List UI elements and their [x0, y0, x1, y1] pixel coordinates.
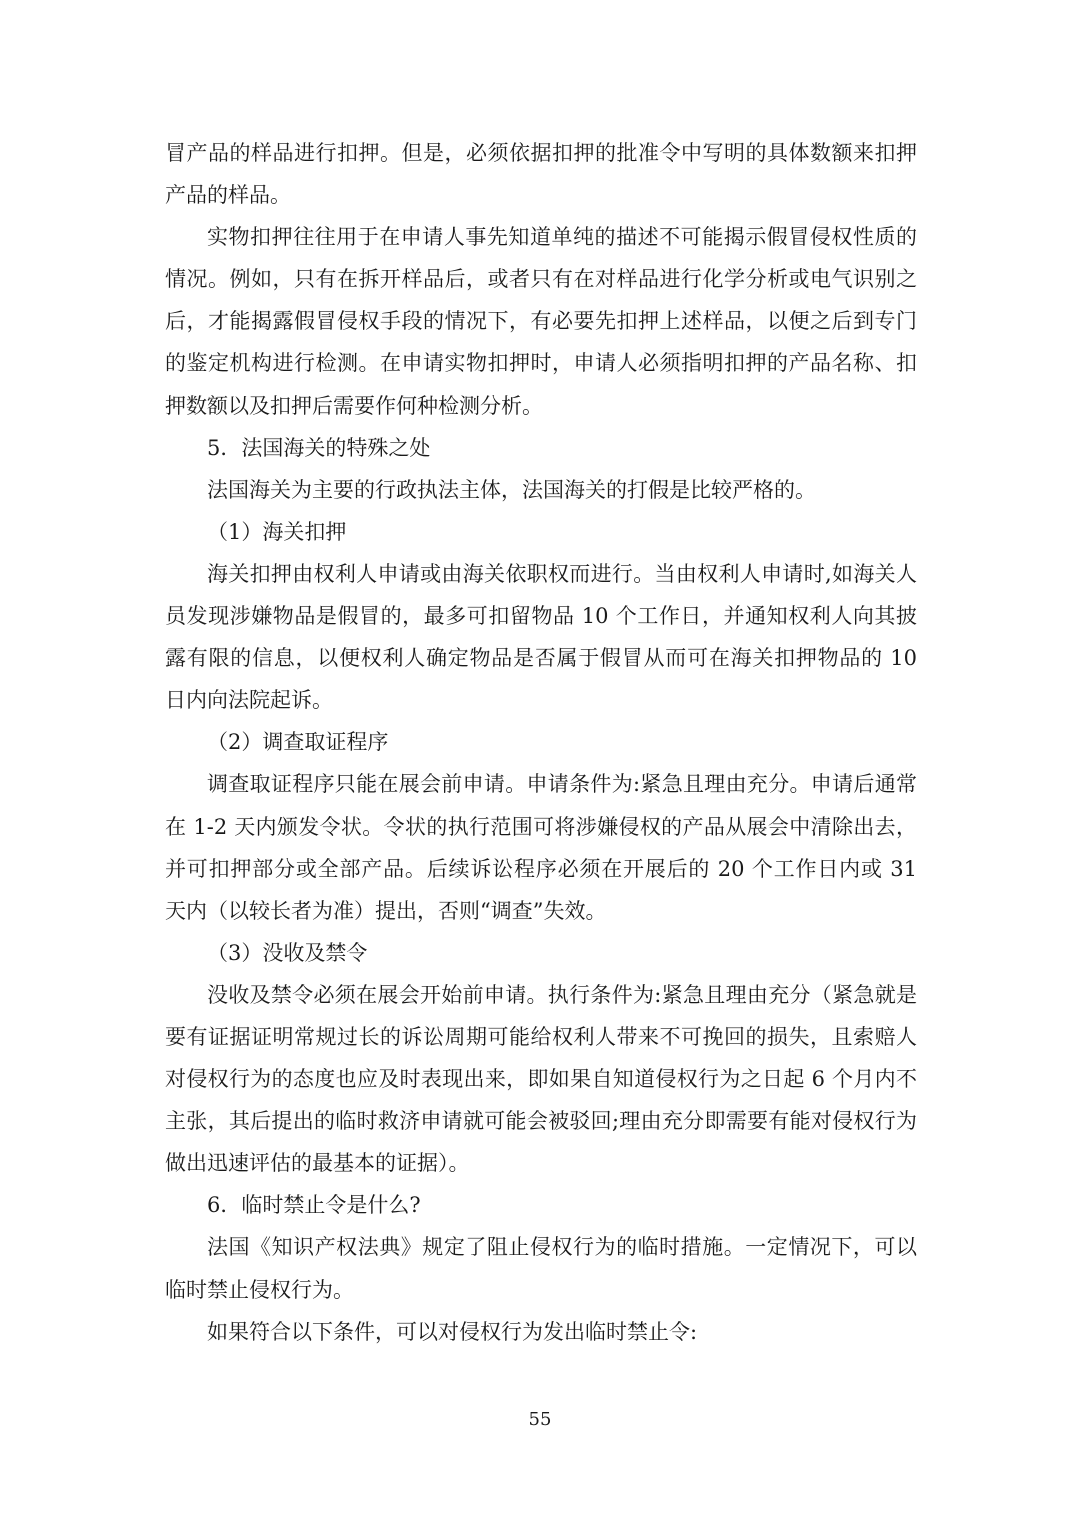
subheading-confiscation-injunction: （3）没收及禁令 — [207, 940, 368, 965]
paragraph-confiscation-injunction: 没收及禁令必须在展会开始前申请。执行条件为:紧急且理由充分（紧急就是要有证据证明常规过长的诉讼周期可能给权利人带来不可挽回的损失，且索赔人对侵权行为的态度也应及时表现出来，即如果自知道侵权行为之日起 6 个月内不主张，其后提出的临时救济申请就可能会被驳回;理由充分即需要有能对侵权行为做出迅速评估的最基本的证据）。 — [165, 982, 917, 1176]
paragraph-ip-code: 法国《知识产权法典》规定了阻止侵权行为的临时措施。一定情况下，可以临时禁止侵权行为。 — [165, 1235, 917, 1302]
paragraph-evidence-procedure: 调查取证程序只能在展会前申请。申请条件为:紧急且理由充分。申请后通常在 1-2 天内颁发令状。令状的执行范围可将涉嫌侵权的产品从展会中清除出去，并可扣押部分或全部产品。后续诉讼程序必须在开展后的 20 个工作日内或 31 天内（以较长者为准）提出，否则“调查”失效。 — [165, 772, 917, 923]
paragraph-conditions-intro: 如果符合以下条件，可以对侵权行为发出临时禁止令: — [207, 1319, 698, 1344]
page-number: 55 — [528, 1409, 552, 1430]
section-heading-temporary-injunction: 6．临时禁止令是什么? — [207, 1193, 421, 1218]
paragraph-customs-seizure: 海关扣押由权利人申请或由海关依职权而进行。当由权利人申请时,如海关人员发现涉嫌物品是假冒的，最多可扣留物品 10 个工作日，并通知权利人向其披露有限的信息，以便权利人确定物品是否属于假冒从而可在海关扣押物品的 10 日内向法院起诉。 — [165, 561, 917, 713]
subheading-customs-seizure: （1）海关扣押 — [207, 519, 347, 544]
subheading-evidence-procedure: （2）调查取证程序 — [207, 730, 389, 755]
section-heading-french-customs: 5．法国海关的特殊之处 — [207, 435, 431, 460]
paragraph-customs-enforcement: 法国海关为主要的行政执法主体，法国海关的打假是比较严格的。 — [207, 477, 816, 502]
paragraph-continued-text: 冒产品的样品进行扣押。但是，必须依据扣押的批准令中写明的具体数额来扣押产品的样品。 — [165, 141, 917, 208]
paragraph-physical-seizure: 实物扣押往往用于在申请人事先知道单纯的描述不可能揭示假冒侵权性质的情况。例如，只有在拆开样品后，或者只有在对样品进行化学分析或电气识别之后，才能揭露假冒侵权手段的情况下，有必要先扣押上述样品，以便之后到专门的鉴定机构进行检测。在申请实物扣押时，申请人必须指明扣押的产品名称、扣押数额以及扣押后需要作何种检测分析。 — [165, 225, 917, 418]
page-body — [165, 132, 917, 1353]
